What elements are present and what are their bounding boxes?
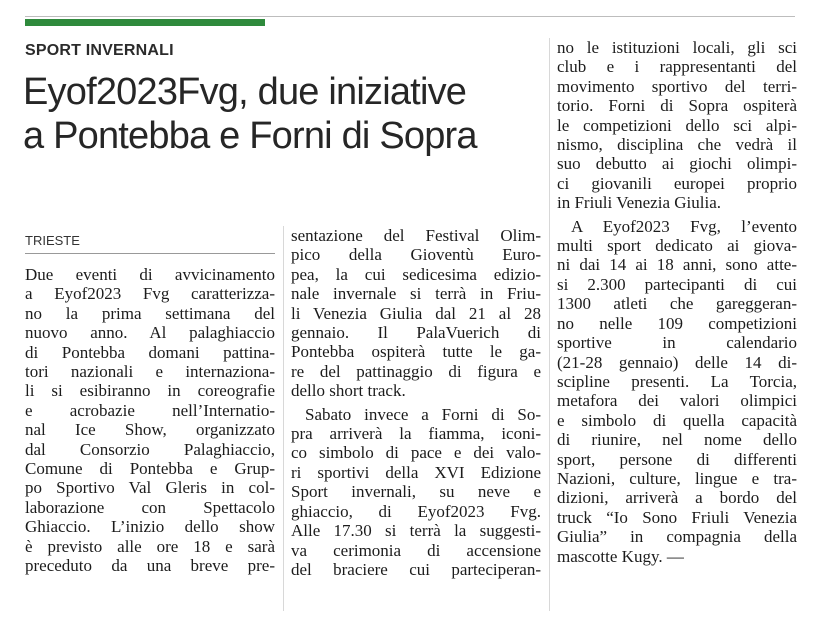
text-line: sport, persone di differenti (557, 449, 797, 469)
text-line: ni dai 14 ai 18 anni, sono atte- (557, 255, 797, 275)
text-line: Sabato invece a Forni di So- (305, 404, 541, 424)
text-line: preceduto da una breve pre- (25, 556, 275, 576)
text-line: pico della Gioventù Euro- (291, 245, 541, 265)
text-line: ghiaccio, di Eyof2023 Fvg. (291, 501, 541, 521)
text-line: no la prima settimana del (25, 303, 275, 323)
text-line: pra arriverà la fiamma, iconi- (291, 424, 541, 444)
text-line: è previsto alle ore 18 e sarà (25, 536, 275, 556)
text-line: Comune di Pontebba e Grup- (25, 459, 275, 479)
text-line: va cerimonia di accensione (291, 540, 541, 560)
article-column-2 (291, 226, 541, 579)
text-line: truck “Io Sono Friuli Venezia (557, 507, 797, 527)
headline-line: a Pontebba e Forni di Sopra (23, 115, 477, 157)
text-line: di Pontebba domani pattina- (25, 342, 275, 362)
text-line: in Friuli Venezia Giulia. (557, 193, 721, 213)
text-line: 1300 atleti che gareggeran- (557, 294, 797, 314)
article-column-3 (557, 38, 797, 566)
text-line: li Venezia Giulia dal 21 al 28 (291, 303, 541, 323)
text-line: ri sportivi della XVI Edizione (291, 462, 541, 482)
text-line: laborazione con Spettacolo (25, 497, 275, 517)
text-line: metafora dei valori olimpici (557, 391, 797, 411)
top-rule (25, 16, 795, 17)
text-line: multi sport dedicato ai giova- (557, 236, 797, 256)
headline-line: Eyof2023Fvg, due iniziative (23, 71, 467, 113)
text-line: no le istituzioni locali, gli sci (557, 38, 797, 57)
column-divider (549, 38, 550, 611)
text-line: nal Ice Show, organizzato (25, 420, 275, 440)
headline (23, 70, 543, 158)
text-line: Nazioni, culture, lingue e tra- (557, 468, 797, 488)
text-line: nismo, disciplina che vedrà il (557, 135, 797, 155)
dateline: TRIESTE (25, 233, 80, 248)
text-line: ci giovanili europei proprio (557, 173, 797, 193)
text-line: sportive in calendario (557, 333, 797, 353)
text-line: pea, la cui sedicesima edizio- (291, 264, 541, 284)
text-line: li si esibiranno in coreografie (25, 381, 275, 401)
text-line: e simbolo di quella capacità (557, 410, 797, 430)
text-line: Due eventi di avvicinamento (25, 265, 275, 284)
section-accent-bar (25, 19, 265, 26)
text-line: tori nazionali e internaziona- (25, 362, 275, 382)
text-line: Pontebba ospiterà tutte le ga- (291, 342, 541, 362)
text-line: Ghiaccio. L’inizio dello show (25, 517, 275, 537)
text-line: (21-28 gennaio) delle 14 di- (557, 352, 797, 372)
text-line: suo debutto ai giochi olimpi- (557, 154, 797, 174)
section-kicker: SPORT INVERNALI (25, 42, 174, 59)
text-line: si 2.300 partecipanti di cui (557, 274, 797, 294)
text-line: co simbolo di pace e dei valo- (291, 443, 541, 463)
text-line: club e i rappresentanti del (557, 57, 797, 77)
text-line: Alle 17.30 si terrà la suggesti- (291, 521, 541, 541)
text-line: po Sportivo Val Gleris in col- (25, 478, 275, 498)
text-line: torio. Forni di Sopra ospiterà (557, 96, 797, 116)
dateline-rule (25, 253, 275, 254)
text-line: nuovo anno. Al palaghiaccio (25, 323, 275, 343)
text-line: movimento sportivo del terri- (557, 76, 797, 96)
text-line: Sport invernali, su neve e (291, 482, 541, 502)
text-line: le competizioni dello sci alpi- (557, 115, 797, 135)
text-line: e acrobazie nell’Internatio- (25, 400, 275, 420)
column-divider (283, 226, 284, 611)
text-line: nale invernale si terrà in Friu- (291, 284, 541, 304)
text-line: del braciere cui parteciperan- (291, 559, 541, 579)
text-line: di riunire, nel nome dello (557, 430, 797, 450)
text-line: no nelle 109 competizioni (557, 313, 797, 333)
text-line: scipline presenti. La Torcia, (557, 371, 797, 391)
text-line: gennaio. Il PalaVuerich di (291, 323, 541, 343)
text-line: sentazione del Festival Olim- (291, 226, 541, 245)
text-line: a Eyof2023 Fvg caratterizza- (25, 284, 275, 304)
article-column-1 (25, 265, 275, 576)
text-line: dal Consorzio Palaghiaccio, (25, 439, 275, 459)
text-line: re del pattinaggio di figura e (291, 361, 541, 381)
text-line: dizioni, arriverà a bordo del (557, 488, 797, 508)
text-line: A Eyof2023 Fvg, l’evento (571, 216, 797, 236)
text-line: Giulia” in compagnia della (557, 527, 797, 547)
text-line: dello short track. (291, 381, 406, 401)
text-line: mascotte Kugy. — (557, 546, 684, 566)
